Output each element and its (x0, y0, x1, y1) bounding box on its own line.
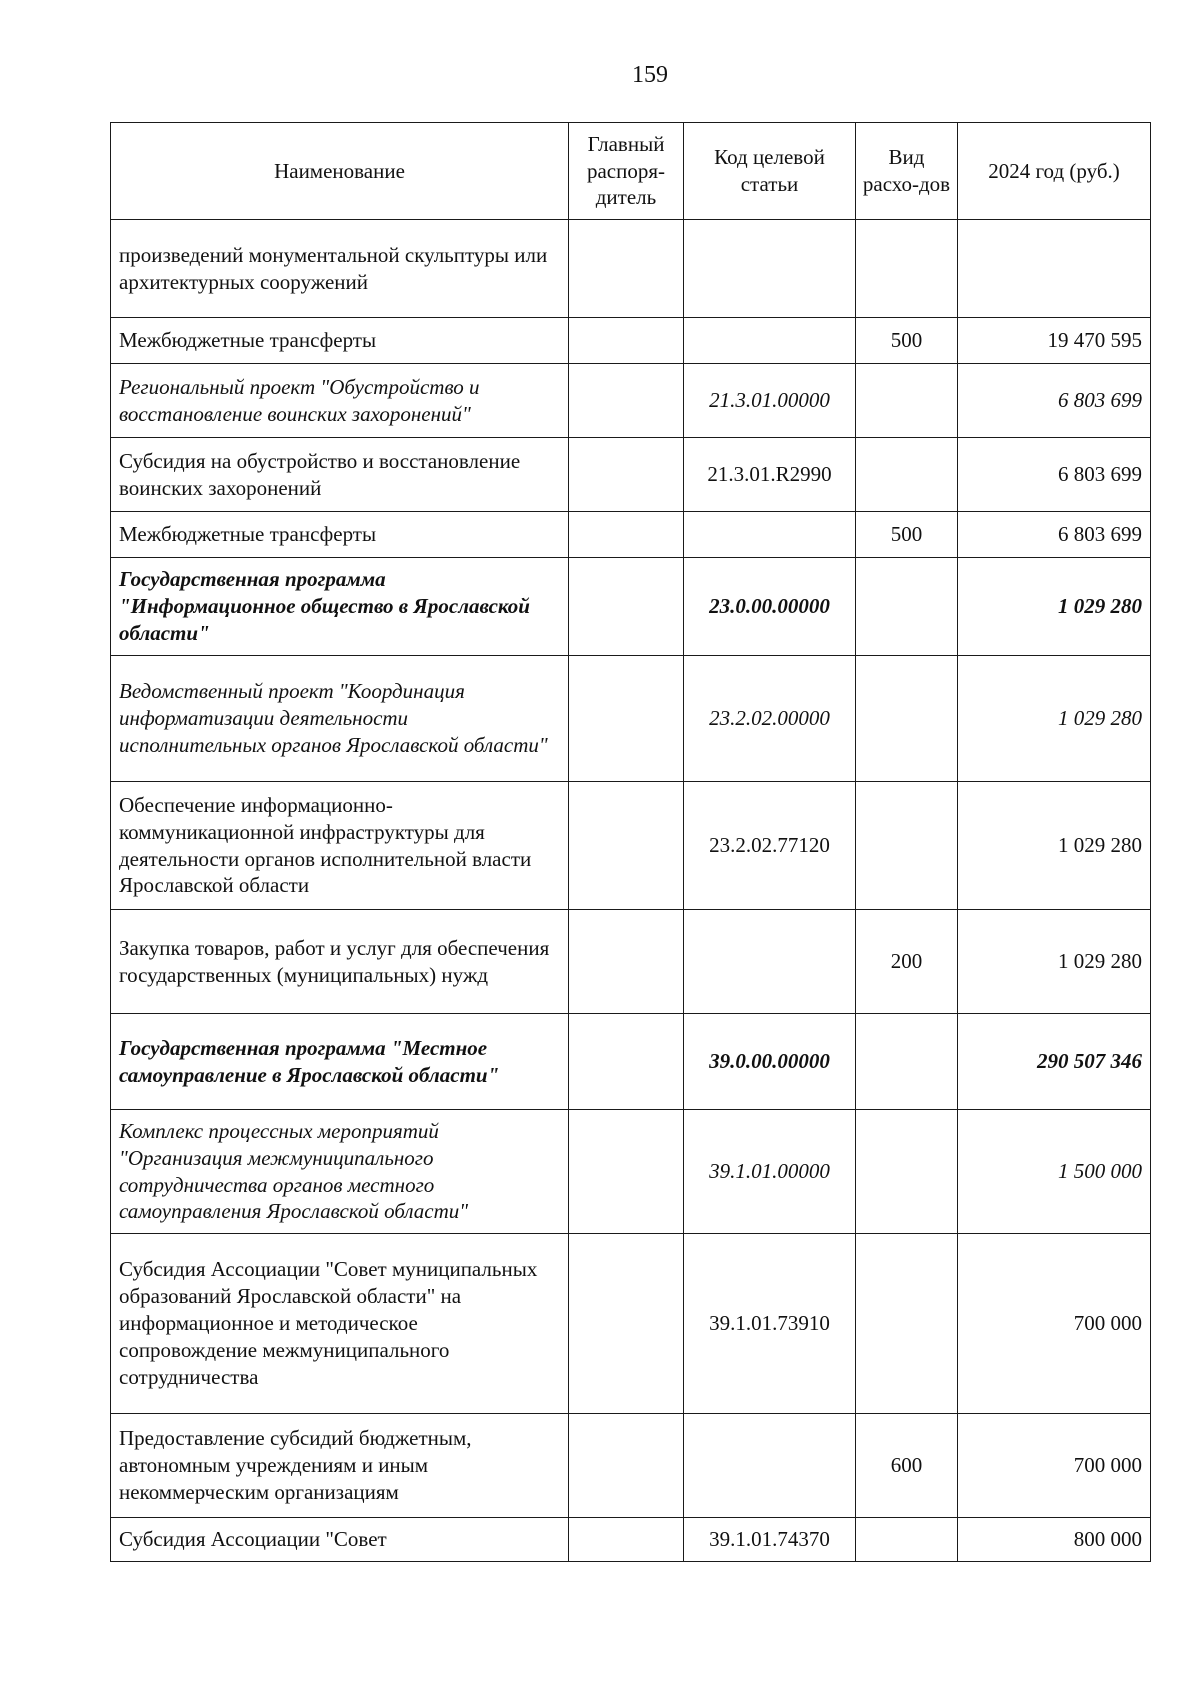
table-row (111, 364, 1151, 438)
row-name: Государственная программа "Местное самоуправление в Ярославской области" (111, 1014, 569, 1110)
row-code (684, 220, 856, 318)
row-manager (569, 1414, 684, 1518)
table-row (111, 220, 1151, 318)
row-name: Межбюджетные трансферты (111, 512, 569, 558)
row-vid: 500 (856, 512, 958, 558)
row-sum: 1 029 280 (958, 656, 1151, 782)
row-name: Субсидия на обустройство и восстановление воинских захоронений (111, 438, 569, 512)
page-number: 159 (632, 62, 668, 88)
row-code: 23.0.00.00000 (684, 558, 856, 656)
row-code (684, 1414, 856, 1518)
header-year: 2024 год (руб.) (958, 123, 1151, 220)
header-manager: Главный распоря-дитель (569, 123, 684, 220)
row-code (684, 318, 856, 364)
row-manager (569, 512, 684, 558)
row-vid (856, 1110, 958, 1234)
row-manager (569, 364, 684, 438)
row-code: 23.2.02.77120 (684, 782, 856, 910)
table-row (111, 318, 1151, 364)
table-row (111, 558, 1151, 656)
table-row (111, 1234, 1151, 1414)
row-name: Региональный проект "Обустройство и восстановление воинских захоронений" (111, 364, 569, 438)
row-sum: 6 803 699 (958, 364, 1151, 438)
row-manager (569, 1518, 684, 1562)
row-vid (856, 782, 958, 910)
table-row (111, 656, 1151, 782)
row-vid (856, 220, 958, 318)
row-name: произведений монументальной скульптуры или архитектурных сооружений (111, 220, 569, 318)
row-manager (569, 1110, 684, 1234)
row-vid (856, 364, 958, 438)
row-vid (856, 1518, 958, 1562)
row-sum: 1 500 000 (958, 1110, 1151, 1234)
row-manager (569, 1234, 684, 1414)
header-code: Код целевой статьи (684, 123, 856, 220)
row-sum (958, 220, 1151, 318)
row-code: 39.1.01.73910 (684, 1234, 856, 1414)
row-vid (856, 438, 958, 512)
row-name: Субсидия Ассоциации "Совет муниципальных образований Ярославской области" на информационное и методическое сопровождение межмуниципального сотрудничества (111, 1234, 569, 1414)
row-manager (569, 438, 684, 512)
row-manager (569, 782, 684, 910)
table-row (111, 782, 1151, 910)
row-vid: 500 (856, 318, 958, 364)
row-code: 23.2.02.00000 (684, 656, 856, 782)
table-row (111, 512, 1151, 558)
row-sum: 19 470 595 (958, 318, 1151, 364)
row-manager (569, 656, 684, 782)
row-name: Ведомственный проект "Координация информатизации деятельности исполнительных органов Ярославской области" (111, 656, 569, 782)
row-name: Закупка товаров, работ и услуг для обеспечения государственных (муниципальных) нужд (111, 910, 569, 1014)
row-vid (856, 1234, 958, 1414)
row-code: 21.3.01.00000 (684, 364, 856, 438)
row-vid (856, 558, 958, 656)
row-sum: 800 000 (958, 1518, 1151, 1562)
row-code: 39.0.00.00000 (684, 1014, 856, 1110)
row-manager (569, 558, 684, 656)
row-name: Субсидия Ассоциации "Совет (111, 1518, 569, 1562)
row-sum: 1 029 280 (958, 558, 1151, 656)
row-manager (569, 318, 684, 364)
row-name: Комплекс процессных мероприятий "Организация межмуниципального сотрудничества органов местного самоуправления Ярославской области" (111, 1110, 569, 1234)
row-sum: 700 000 (958, 1414, 1151, 1518)
row-code: 39.1.01.74370 (684, 1518, 856, 1562)
row-vid: 200 (856, 910, 958, 1014)
row-sum: 6 803 699 (958, 512, 1151, 558)
row-sum: 1 029 280 (958, 910, 1151, 1014)
row-sum: 1 029 280 (958, 782, 1151, 910)
row-sum: 700 000 (958, 1234, 1151, 1414)
row-sum: 6 803 699 (958, 438, 1151, 512)
row-vid: 600 (856, 1414, 958, 1518)
row-name: Обеспечение информационно-коммуникационной инфраструктуры для деятельности органов исполнительной власти Ярославской области (111, 782, 569, 910)
header-name: Наименование (111, 123, 569, 220)
row-sum: 290 507 346 (958, 1014, 1151, 1110)
table-row (111, 438, 1151, 512)
table-row (111, 1518, 1151, 1562)
row-name: Предоставление субсидий бюджетным, автономным учреждениям и иным некоммерческим организациям (111, 1414, 569, 1518)
row-code (684, 512, 856, 558)
row-manager (569, 910, 684, 1014)
row-code: 21.3.01.R2990 (684, 438, 856, 512)
row-manager (569, 1014, 684, 1110)
budget-table (110, 122, 1151, 1562)
row-code: 39.1.01.00000 (684, 1110, 856, 1234)
row-name: Государственная программа "Информационное общество в Ярославской области" (111, 558, 569, 656)
table-row (111, 1414, 1151, 1518)
row-vid (856, 656, 958, 782)
table-row (111, 910, 1151, 1014)
row-code (684, 910, 856, 1014)
header-vid: Вид расхо-дов (856, 123, 958, 220)
header-row (111, 123, 1151, 220)
row-manager (569, 220, 684, 318)
row-name: Межбюджетные трансферты (111, 318, 569, 364)
row-vid (856, 1014, 958, 1110)
table-row (111, 1014, 1151, 1110)
table-row (111, 1110, 1151, 1234)
